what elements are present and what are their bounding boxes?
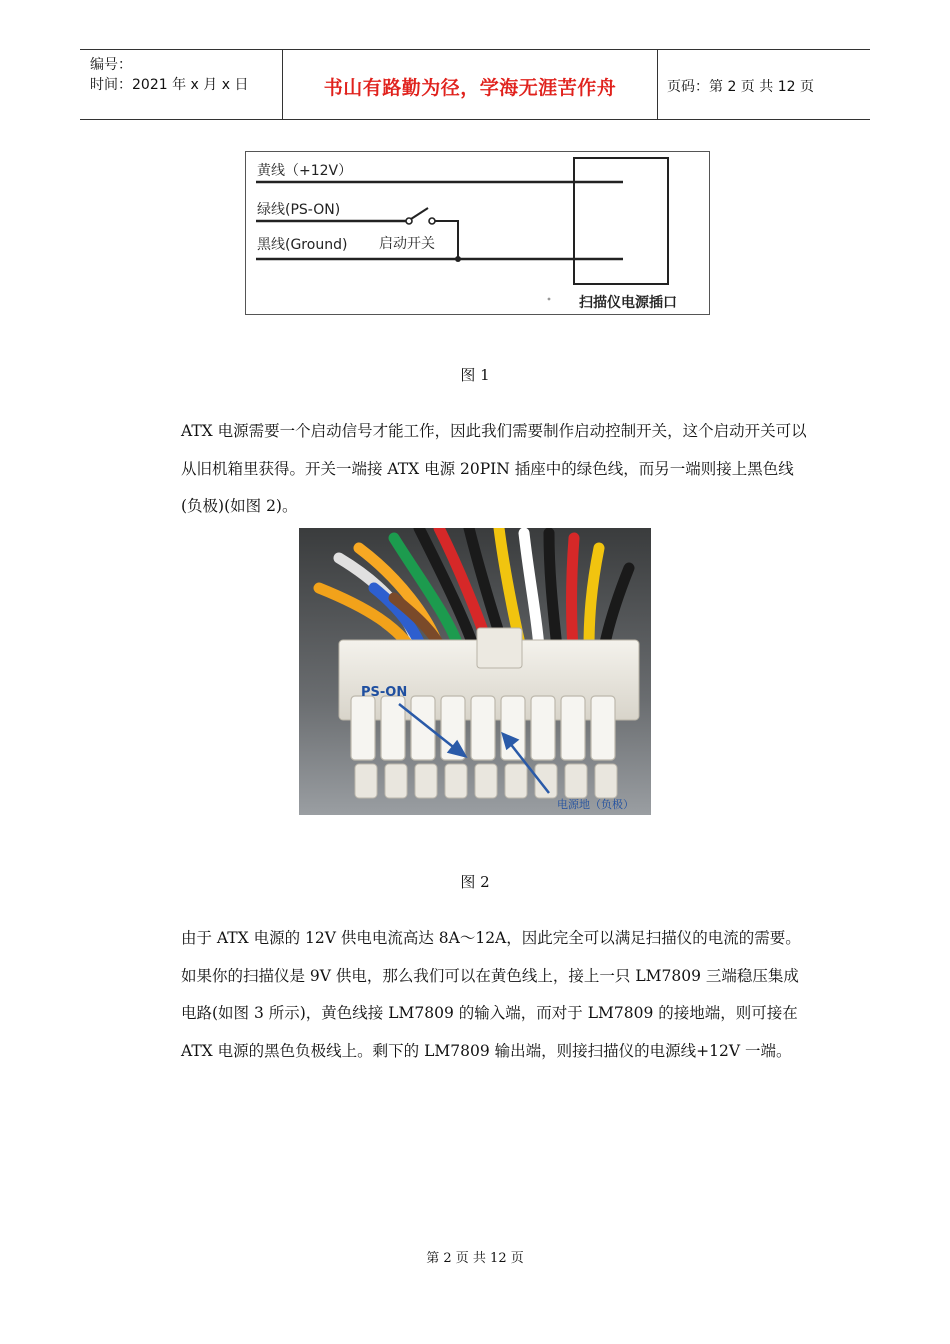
page-header: [80, 49, 870, 120]
pin-row-top: [351, 696, 615, 760]
paragraph-1: [145, 413, 810, 526]
figure-2-photo: [299, 528, 651, 815]
wiring-diagram: [246, 152, 709, 314]
connector-latch: [477, 628, 522, 668]
figure-2-caption: 图 2: [460, 873, 490, 891]
switch-label: 启动开关: [379, 236, 435, 252]
header-motto-cell: [282, 50, 658, 119]
time-label: 时间：2021 年 x 月 x 日: [90, 77, 249, 93]
paragraph-2: [145, 920, 810, 1070]
switch-blade: [411, 208, 428, 219]
socket-box: [574, 158, 668, 284]
header-page-cell: [657, 50, 870, 119]
pson-label: PS-ON: [361, 685, 408, 700]
paragraph-1-text: ATX 电源需要一个启动信号才能工作，因此我们需要制作启动控制开关，这个启动开关可以从旧机箱里获得。开关一端接 ATX 电源 20PIN 插座中的绿色线，而另一端则接上黑色线(负极)(如图 2)。: [181, 422, 807, 515]
header-meta: [80, 50, 282, 119]
paragraph-2-text: 由于 ATX 电源的 12V 供电电流高达 8A～12A，因此完全可以满足扫描仪的电流的需要。如果你的扫描仪是 9V 供电，那么我们可以在黄色线上，接上一只 LM7809 三端稳压集成电路(如图 3 所示)，黄色线接 LM7809 的输入端，而对于 LM7809 的接地端，则可接在 ATX 电源的黑色负极线上。剩下的 LM7809 输出端，则接扫描仪的电源线+12V 一端。: [181, 929, 801, 1060]
page-footer: 第 2 页 共 12 页: [426, 1251, 524, 1266]
socket-label: 扫描仪电源插口: [579, 295, 677, 311]
junction-dot: [455, 256, 461, 262]
pin-row-bottom: [355, 764, 617, 798]
ground-label: 电源地（负极）: [557, 798, 634, 811]
speck: [548, 298, 551, 301]
atx-connector-image: [299, 528, 651, 815]
motto-text: 书山有路勤为径，学海无涯苦作舟: [323, 77, 617, 99]
figure-1-diagram: [245, 151, 710, 315]
switch-contact-right: [429, 218, 435, 224]
page-code: 页码：第 2 页 共 12 页: [667, 79, 814, 95]
black-wire-label: 黑线(Ground): [257, 237, 348, 253]
figure-1-caption: 图 1: [460, 366, 490, 384]
switch-return-wire: [435, 221, 458, 259]
green-wire-label: 绿线(PS-ON): [257, 202, 341, 218]
yellow-wire-label: 黄线（+12V）: [257, 163, 353, 179]
number-label: 编号：: [90, 57, 132, 73]
